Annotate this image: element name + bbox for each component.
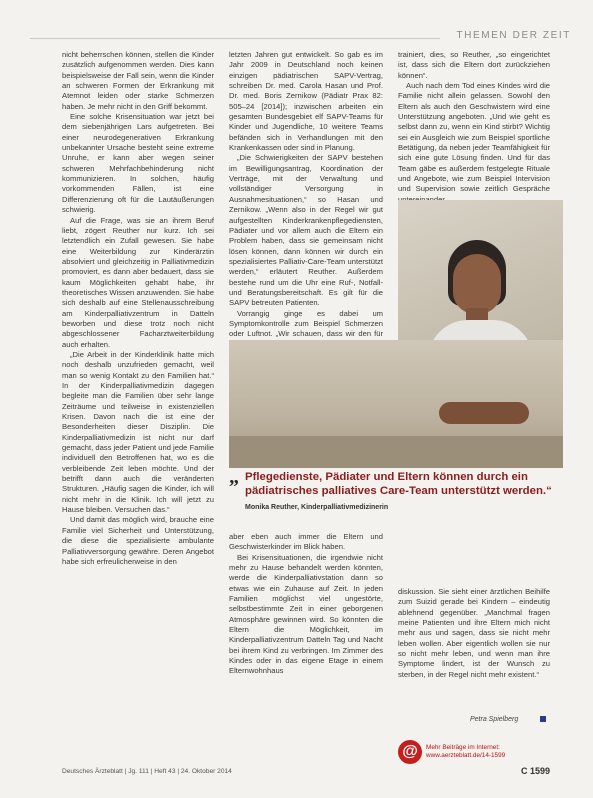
online-reference[interactable] [398, 740, 548, 766]
journal-citation: Deutsches Ärzteblatt | Jg. 111 | Heft 43 | 24. Oktober 2014 [62, 768, 232, 775]
page-header [0, 30, 593, 46]
section-title: THEMEN DER ZEIT [456, 30, 571, 41]
article-column-right-lower [398, 587, 550, 715]
paragraph: nicht beherrschen können, stellen die Kinder zusätzlich aufgenommen werden. Dies kann beispielsweise der Fall sein, wenn die Kinder an schweren Formen der Erkrankung mit Atemnot leiden oder starke Schmerzen haben. Je mehr nicht in den Griff bekommt. [62, 50, 214, 111]
page-footer [0, 766, 593, 780]
article-column-middle-lower [229, 532, 383, 750]
paragraph: Eine solche Krisensituation war jetzt bei dem siebenjährigen Lars aufgetreten. Bei einer neurodegenerativen Erkrankung unbekannter Ursache besteht seine extreme Unruhe, er kann aber wegen seiner schweren Mehrfachbehinderung nicht kommunizieren. In solchen, häufig vorkommenden Fällen, ist eine Differenzierung oft für die Lautäußerungen schwierig. [62, 112, 214, 215]
author-signature: Petra Spielberg [470, 716, 519, 723]
page-number: C 1599 [520, 766, 550, 776]
photo-table [229, 436, 563, 468]
paragraph: Auf die Frage, was sie an ihrem Beruf liebt, zögert Reuther nur kurz. Ich sei letztendlich ein Zufall gewesen. Sie habe eine Weiterbildung zur Kinderärztin absolviert und gleichzeitig in Palliativmedizin promoviert, es dann aber bedauert, dass sie kaum Möglichkeiten gehabt habe, ihr theoretisches Wissen anzuwenden. Sie habe sich deshalb auf eine Stellenausschreibung am Kinderpalliativzentrum in Datteln beworben und diese trotz noch nicht abgeschlossener Facharztweiterbildung auch erhalten. [62, 215, 214, 349]
article-column-middle [229, 50, 383, 340]
paragraph: Und damit das möglich wird, brauche eine Familie viel Sicherheit und Unterstützung, die diese die spezialisierte ambulante Palliativversorgung gewähre. Deren Angebot habe sich erfreulicherweise in den [62, 515, 214, 566]
quote-open-mark: „ [229, 466, 239, 488]
online-label: Mehr Beiträge im Internet: [426, 744, 500, 751]
paragraph: Bei Krisensituationen, die irgendwie nicht mehr zu Hause behandelt werden könnten, werde die Kinderpalliativstation dann so etwas wie ein Zuhause auf Zeit. In jeden Familien möglichst viel ungestörte, selbstbestimmte Zeit in einer geborgenen Atmosphäre gewinnen wird. So könnten die Eltern die Möglichkeit, im Kinderpalliativzentrum Datteln Tag und Nacht bei ihrem Kind zu verbringen. Im Zimmer des Kindes oder in das eigene Etage in einem Elternwohnhaus [229, 552, 383, 676]
photo-arm [439, 402, 529, 424]
paragraph: aber eben auch immer die Eltern und Geschwisterkinder im Blick haben. [229, 532, 383, 552]
paragraph: Auch nach dem Tod eines Kindes wird die Familie nicht allein gelassen. Sowohl den Eltern als auch den Geschwistern wird eine Unterstützung angeboten. „Und wie geht es selbst dann zu, wenn ein Kind stirbt? Wichtig sei ein Ausgleich wie zum Beispiel sportliche Betätigung, da neben jeder Teamfähigkeit für sich eine gute Lösung finden. Und für das Team gäbe es außerdem festgelegte Rituale und Angebote, wie zum Beispiel Intervision und Supervision sowie zeitlich Gespräche [398, 81, 550, 194]
article-column-left [62, 50, 214, 750]
paragraph: letzten Jahren gut entwickelt. So gab es im Jahr 2009 in Deutschland noch keinen einzigen pädiatrischen SAPV-Vertrag, schreiben Dr. med. Carola Hasan und Prof. Dr. med. Boris Zernikow (Pädiatr Prax 82: 505–24 [2014]); inzwischen arbeiten ein gesamten Bundesgebiet elf SAPV-Teams für Kinder und Jugendliche, 10 weitere Teams befänden sich in Verhandlungen mit den Krankenkassen oder sind in Planung. [229, 50, 383, 153]
quote-author: Monika Reuther, Kinderpalliativmedizinerin [245, 504, 389, 511]
paragraph: Vorrangig ginge es dabei um Symptomkontrolle zum Beispiel Schmerzen oder Luftnot. „Wir schauen, dass wir den für [229, 308, 383, 339]
photo-face [453, 254, 501, 314]
paragraph: „Die Schwierigkeiten der SAPV bestehen im Bewilligungsantrag, Koordination der Verträge, mit der Verwaltung und vollständiger Versorgung in Ausnahmesituationen,“ so Hasan und Zernikow. „Wenn also in der Regel wir gut aufgestellten Kinderkrankenpflegediensten, Pädiater und vor allem auch die Eltern ein Problem haben, dass sie gemeinsam nicht lösen können, dann können wir durch ein spezialisiertes Palliativ-Care-Team unterstützt werden,“ erläutert Reuther. Außerdem bestehe rund um die Uhr eine Ruf-, Notfall- und Beratungsbereitschaft. Es gilt für die SAPV betreuten Patienten. [229, 153, 383, 308]
quote-text: Pflegedienste, Pädiater und Eltern können durch ein pädiatrisches palliatives Care-Team unterstützt werden.“ [245, 471, 552, 497]
pull-quote [229, 466, 563, 532]
photo-lower-band [229, 340, 563, 468]
article-column-right [398, 50, 550, 200]
paragraph: „Die Arbeit in der Kinderklinik hatte mich noch deshalb unzufrieden gemacht, weil man so wenig Kontakt zu den Familien hat.“ In der Kinderpalliativmedizin dagegen begleite man die Familien über sehr lange Zeiträume und teilweise in existenziellen Krisen. Davon nach die ist eine der Besonderheiten dieser Disziplin. Die Kinderpalliativmedizin ist nicht nur darf gemacht, dass jeder Patient und jede Familie individuell den Betroffenen hat, wo es die verbleibende Zeit leben möchte. Und der betrifft dann auch die veränderten Strukturen. „Häufig sagen die Kinder, ich will nicht mehr in die Klinik. Ich will jetzt zu Hause bleiben. Versuchen das.“ [62, 349, 214, 515]
end-of-article-mark [540, 716, 546, 722]
paragraph: diskussion. Sie sieht einer ärztlichen Beihilfe zum Suizid gerade bei Kindern – eindeutig ablehnend gegenüber. „Manchmal fragen meine Patienten und ihre Eltern mich nicht mehr aus und sagen, dass sie nicht mehr leben wollen. Aber eigentlich wollen sie nur so nicht mehr leben, und wenn man ihre Symptome lindert, ist der Wunsch zu sterben, in der Regel nicht mehr existent.“ [398, 587, 550, 679]
paragraph: trainiert, dies, so Reuther, „so eingerichtet ist, dass sich die Eltern dort zurückziehen können“. [398, 50, 550, 80]
header-rule [30, 38, 440, 39]
at-icon: @ [398, 740, 422, 764]
online-link[interactable]: www.aerzteblatt.de/14-1599 [426, 752, 506, 759]
